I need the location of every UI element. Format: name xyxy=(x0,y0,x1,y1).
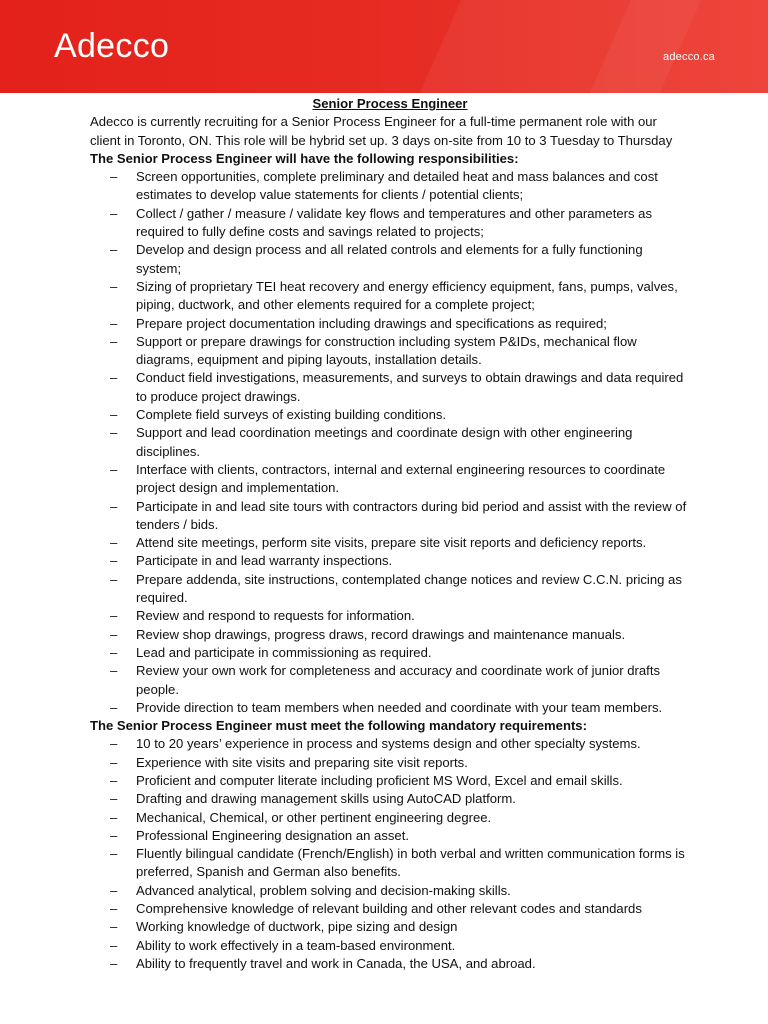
responsibility-item xyxy=(90,552,690,570)
responsibility-item xyxy=(90,241,690,278)
bullet-dash: – xyxy=(110,553,118,569)
responsibility-item-text: Review shop drawings, progress draws, record drawings and maintenance manuals. xyxy=(136,626,626,642)
responsibility-item xyxy=(90,534,690,552)
requirement-item xyxy=(90,918,690,936)
requirement-item xyxy=(90,900,690,918)
responsibilities-list xyxy=(90,168,690,717)
responsibility-item-text: Complete field surveys of existing building conditions. xyxy=(136,407,447,423)
responsibility-item xyxy=(90,644,690,662)
intro-paragraph: Adecco is currently recruiting for a Senior Process Engineer for a full-time permanent role with our client in Toronto, ON. This role will be hybrid set up. 3 days on-site from 10 to 3 Tuesday to Thursday xyxy=(90,114,673,148)
responsibility-item-text: Interface with clients, contractors, internal and external engineering resources to coordinate project design and implementation. xyxy=(136,461,666,496)
bullet-dash: – xyxy=(110,498,118,514)
requirement-item-text: Ability to work effectively in a team-based environment. xyxy=(136,937,456,953)
adecco-logo: Adecco xyxy=(54,27,170,65)
bullet-dash: – xyxy=(110,407,118,423)
requirement-item-text: Fluently bilingual candidate (French/English) in both verbal and written communication forms is preferred, Spanish and German also benefits. xyxy=(136,846,685,880)
bullet-dash: – xyxy=(110,937,118,953)
responsibility-item xyxy=(90,424,690,461)
requirement-item-text: Experience with site visits and preparing site visit reports. xyxy=(136,754,468,770)
responsibility-item-text: Develop and design process and all related controls and elements for a fully functioning system; xyxy=(136,242,643,276)
responsibility-item xyxy=(90,315,690,333)
responsibility-item xyxy=(90,461,690,498)
bullet-dash: – xyxy=(110,846,118,862)
bullet-dash: – xyxy=(110,772,118,788)
bullet-dash: – xyxy=(110,571,118,587)
requirement-item xyxy=(90,790,690,808)
requirement-item xyxy=(90,937,690,955)
responsibility-item-text: Support and lead coordination meetings and coordinate design with other engineering disciplines. xyxy=(136,425,633,459)
bullet-dash: – xyxy=(110,736,118,752)
requirement-item-text: Professional Engineering designation an asset. xyxy=(136,827,409,843)
bullet-dash: – xyxy=(110,882,118,898)
bullet-dash: – xyxy=(110,242,118,258)
requirement-item xyxy=(90,772,690,790)
responsibility-item xyxy=(90,205,690,242)
bullet-dash: – xyxy=(110,315,118,331)
requirement-item xyxy=(90,955,690,973)
requirement-item-text: Drafting and drawing management skills using AutoCAD platform. xyxy=(136,791,516,807)
bullet-dash: – xyxy=(110,205,118,221)
requirement-item-text: Working knowledge of ductwork, pipe sizing and design xyxy=(136,919,458,935)
responsibility-item-text: Prepare project documentation including drawings and specifications as required; xyxy=(136,315,607,331)
bullet-dash: – xyxy=(110,901,118,917)
responsibility-item xyxy=(90,498,690,535)
bullet-dash: – xyxy=(110,425,118,441)
bullet-dash: – xyxy=(110,791,118,807)
bullet-dash: – xyxy=(110,809,118,825)
responsibility-item-text: Review and respond to requests for information. xyxy=(136,608,415,624)
bullet-dash: – xyxy=(110,663,118,679)
responsibility-item xyxy=(90,626,690,644)
responsibility-item-text: Review your own work for completeness and accuracy and coordinate work of junior drafts people. xyxy=(136,663,660,697)
bullet-dash: – xyxy=(110,535,118,551)
document-title: Senior Process Engineer xyxy=(312,96,468,111)
responsibility-item-text: Lead and participate in commissioning as required. xyxy=(136,644,432,660)
requirement-item xyxy=(90,845,690,882)
responsibility-item-text: Prepare addenda, site instructions, contemplated change notices and review C.C.N. pricing as required. xyxy=(136,571,682,606)
requirement-item xyxy=(90,754,690,772)
website-link[interactable]: adecco.ca xyxy=(663,51,715,63)
requirement-item xyxy=(90,809,690,827)
responsibility-item-text: Support or prepare drawings for construction including system P&IDs, mechanical flow diagrams, equipment and piping layouts, installation details. xyxy=(136,333,637,368)
responsibility-item-text: Conduct field investigations, measurements, and surveys to obtain drawings and data required to produce project drawings. xyxy=(136,370,684,404)
requirement-item-text: Proficient and computer literate including proficient MS Word, Excel and email skills. xyxy=(136,772,623,788)
requirements-list xyxy=(90,735,690,973)
responsibility-item-text: Sizing of proprietary TEI heat recovery and energy efficiency equipment, fans, pumps, valves, piping, ductwork, and other elements required for a complete project; xyxy=(136,278,678,313)
bullet-dash: – xyxy=(110,370,118,386)
requirement-item xyxy=(90,827,690,845)
bullet-dash: – xyxy=(110,461,118,477)
requirement-item-text: Ability to frequently travel and work in Canada, the USA, and abroad. xyxy=(136,955,536,971)
brand-header xyxy=(0,0,768,93)
bullet-dash: – xyxy=(110,754,118,770)
responsibility-item-text: Provide direction to team members when needed and coordinate with your team members. xyxy=(136,699,663,715)
bullet-dash: – xyxy=(110,699,118,715)
responsibility-item-text: Collect / gather / measure / validate key flows and temperatures and other parameters as required to fully define costs and savings related to projects; xyxy=(136,205,653,240)
responsibility-item xyxy=(90,571,690,608)
requirement-item xyxy=(90,735,690,753)
bullet-dash: – xyxy=(110,608,118,624)
responsibility-item xyxy=(90,278,690,315)
responsibility-item xyxy=(90,662,690,699)
requirement-item-text: Mechanical, Chemical, or other pertinent engineering degree. xyxy=(136,809,492,825)
bullet-dash: – xyxy=(110,169,118,185)
responsibility-item-text: Participate in and lead site tours with contractors during bid period and assist with the review of tenders / bids. xyxy=(136,498,687,532)
responsibility-item xyxy=(90,369,690,406)
responsibilities-heading: The Senior Process Engineer will have the following responsibilities: xyxy=(90,150,519,166)
responsibility-item xyxy=(90,607,690,625)
responsibility-item-text: Screen opportunities, complete preliminary and detailed heat and mass balances and cost estimates to develop value statements for clients / potential clients; xyxy=(136,169,658,203)
bullet-dash: – xyxy=(110,919,118,935)
requirements-heading: The Senior Process Engineer must meet the following mandatory requirements: xyxy=(90,718,587,734)
requirement-item-text: Comprehensive knowledge of relevant building and other relevant codes and standards xyxy=(136,901,642,917)
bullet-dash: – xyxy=(110,333,118,349)
bullet-dash: – xyxy=(110,955,118,971)
requirement-item-text: Advanced analytical, problem solving and decision-making skills. xyxy=(136,882,511,898)
bullet-dash: – xyxy=(110,644,118,660)
requirement-item xyxy=(90,882,690,900)
document-body xyxy=(90,95,690,973)
responsibility-item xyxy=(90,333,690,370)
requirement-item-text: 10 to 20 years’ experience in process and systems design and other specialty systems. xyxy=(136,736,641,752)
responsibility-item xyxy=(90,406,690,424)
bullet-dash: – xyxy=(110,626,118,642)
responsibility-item-text: Attend site meetings, perform site visits, prepare site visit reports and deficiency reports. xyxy=(136,535,647,551)
bullet-dash: – xyxy=(110,827,118,843)
responsibility-item-text: Participate in and lead warranty inspections. xyxy=(136,553,393,569)
responsibility-item xyxy=(90,699,690,717)
responsibility-item xyxy=(90,168,690,205)
bullet-dash: – xyxy=(110,278,118,294)
